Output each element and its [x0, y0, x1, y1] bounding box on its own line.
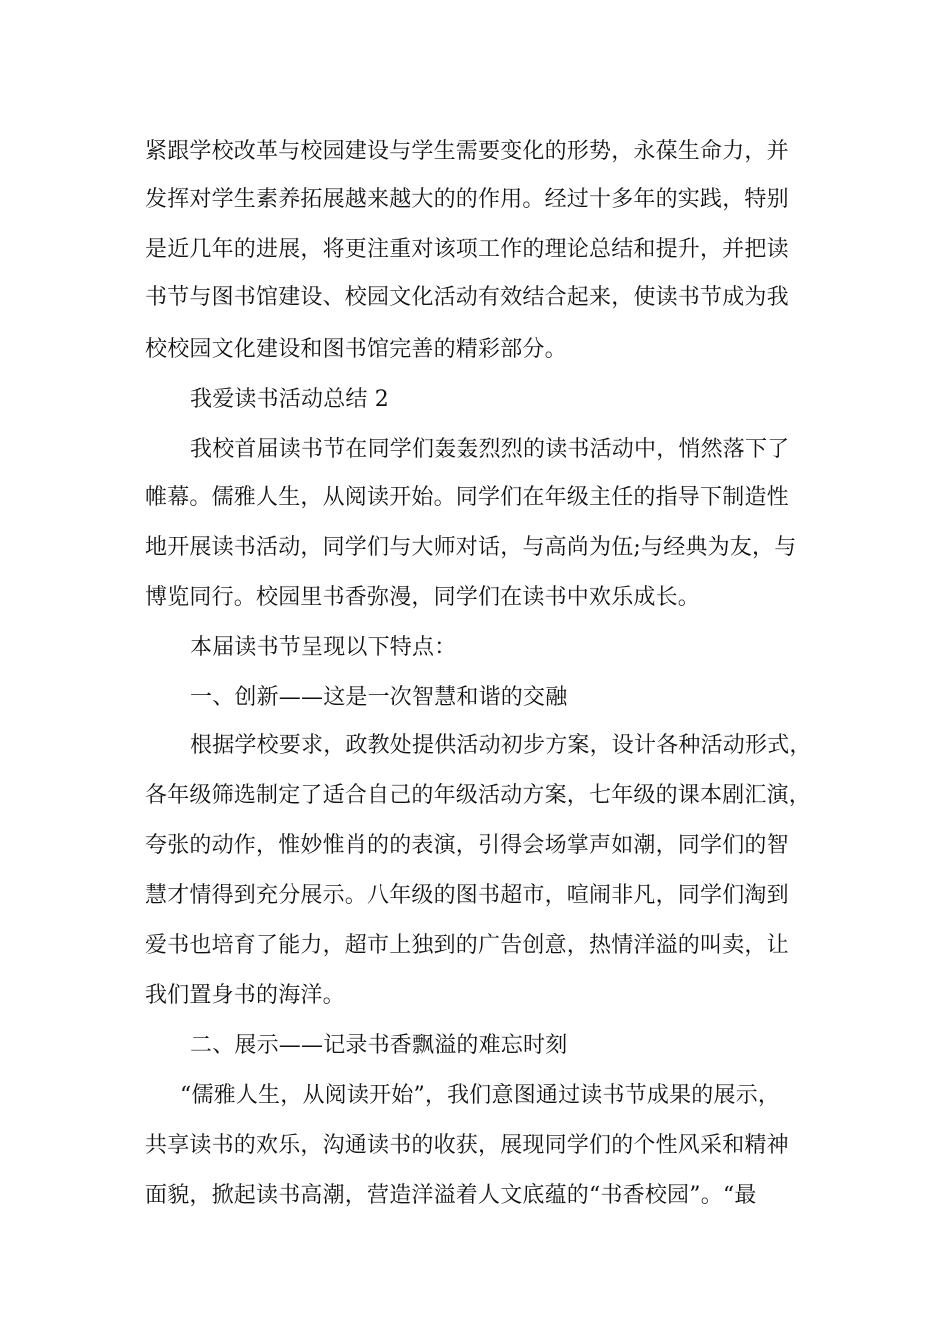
body-text-line: 各年级筛选制定了适合自己的年级活动方案，七年级的课本剧汇演， — [145, 783, 812, 808]
body-text-line: 紧跟学校改革与校园建设与学生需要变化的形势，永葆生命力，并 — [145, 139, 789, 164]
subsection-heading: 二、展示——记录书香飘溢的难忘时刻 — [190, 1033, 568, 1058]
body-text-line: 地开展读书活动，同学们与大师对话，与高尚为伍;与经典为友，与 — [145, 535, 797, 560]
subsection-heading: 一、创新——这是一次智慧和谐的交融 — [190, 685, 568, 710]
body-text-line: 校校园文化建设和图书馆完善的精彩部分。 — [145, 337, 567, 362]
body-text-line: 面貌，掀起读书高潮，营造洋溢着人文底蕴的“书香校园”。“最 — [145, 1183, 757, 1208]
body-text-line: 帷幕。儒雅人生，从阅读开始。同学们在年级主任的指导下制造性 — [145, 485, 789, 510]
body-text-line: 本届读书节呈现以下特点： — [190, 635, 457, 660]
body-text-line: 慧才情得到充分展示。八年级的图书超市，喧闹非凡，同学们淘到 — [145, 883, 789, 908]
body-text-line: 根据学校要求，政教处提供活动初步方案，设计各种活动形式， — [190, 733, 812, 758]
body-text-line: 书节与图书馆建设、校园文化活动有效结合起来，使读书节成为我 — [145, 285, 789, 310]
body-text-line: 博览同行。校园里书香弥漫，同学们在读书中欢乐成长。 — [145, 585, 701, 610]
body-text-line: 我校首届读书节在同学们轰轰烈烈的读书活动中，悄然落下了 — [190, 437, 790, 462]
body-text-line: 我们置身书的海洋。 — [145, 983, 345, 1008]
body-text-line: 爱书也培育了能力，超市上独到的广告创意，热情洋溢的叫卖，让 — [145, 933, 789, 958]
body-text-line: 共享读书的欢乐，沟通读书的收获，展现同学们的个性风采和精神 — [145, 1133, 789, 1158]
body-text-line: 是近几年的进展，将更注重对该项工作的理论总结和提升，并把读 — [145, 237, 789, 262]
section-heading: 我爱读书活动总结 2 — [190, 387, 389, 412]
body-text-line: “儒雅人生，从阅读开始”，我们意图通过读书节成果的展示， — [180, 1083, 781, 1108]
body-text-line: 发挥对学生素养拓展越来越大的的作用。经过十多年的实践，特别 — [145, 187, 789, 212]
body-text-line: 夸张的动作，惟妙惟肖的的表演，引得会场掌声如潮，同学们的智 — [145, 833, 789, 858]
